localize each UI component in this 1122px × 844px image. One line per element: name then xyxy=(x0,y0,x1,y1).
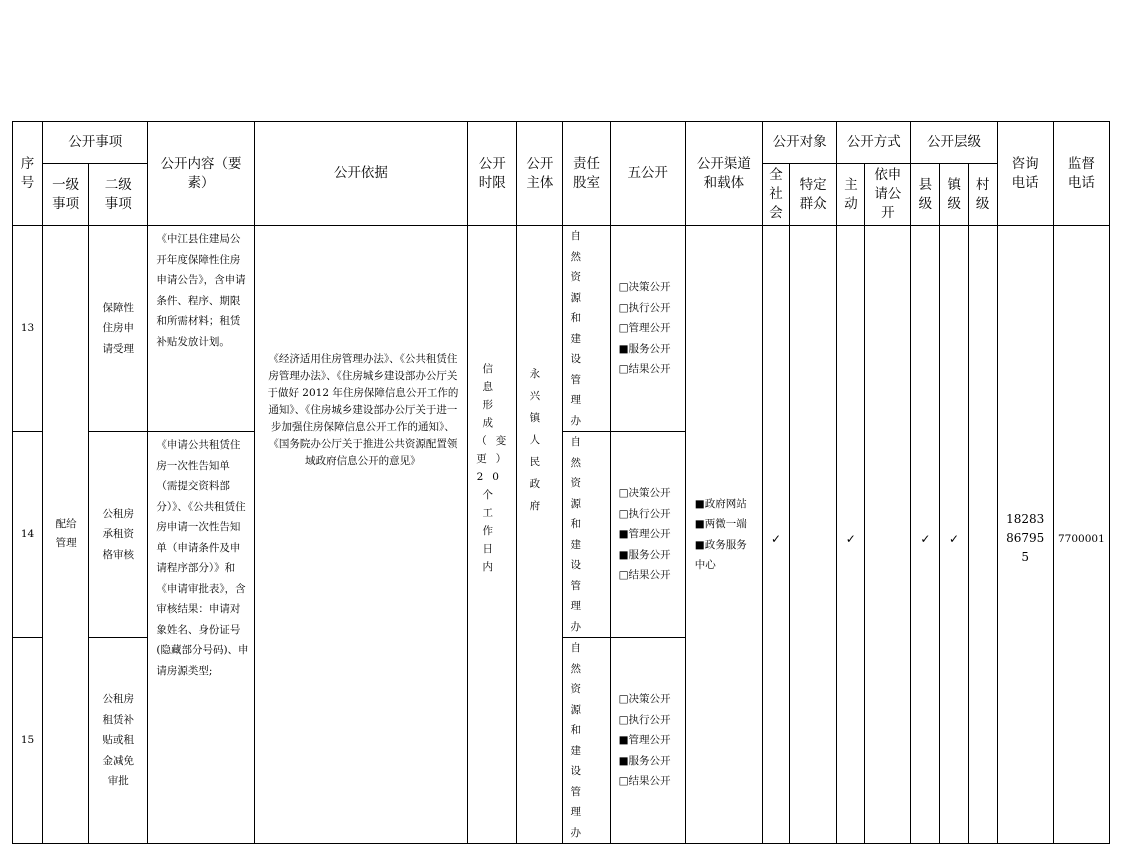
header-target-all: 全社会 xyxy=(763,164,790,226)
time-limit-cell xyxy=(468,226,517,844)
level2-text: 保障性住房申请受理 xyxy=(102,301,135,355)
method-active-check: ✓ xyxy=(837,226,865,844)
header-consult-phone: 咨询电话 xyxy=(997,122,1053,226)
basis-text: 《经济适用住房管理办法》、《公共租赁住房管理办法》、《住房城乡建设部办公厅关于做好 2012 年住房保障信息公开工作的通知》、《住房城乡建设部办公厅关于进一步加强住房保障信息公开工作的通知》、《国务院办公厅关于推进公共资源配置领域政府信息公开的意见》 xyxy=(267,353,459,467)
level2-text: 公租房承租资格审核 xyxy=(102,507,135,561)
level2-cell xyxy=(89,226,148,432)
five-open-cell xyxy=(610,226,685,432)
target-specific-cell xyxy=(790,226,837,844)
five-execution: □执行公开 xyxy=(618,301,671,314)
header-level-group: 公开层级 xyxy=(911,122,997,164)
subject-cell xyxy=(517,226,563,844)
five-management: □管理公开 xyxy=(618,322,671,335)
dept-text: 自然资源和建设管理办 xyxy=(570,642,592,839)
header-five-open: 五公开 xyxy=(610,122,685,226)
five-result: □结果公开 xyxy=(618,363,671,376)
header-seq: 序号 xyxy=(13,122,43,226)
five-decision: □决策公开 xyxy=(618,487,671,500)
level1-cell xyxy=(43,226,89,844)
row-seq: 14 xyxy=(13,432,43,638)
header-target-specific: 特定群众 xyxy=(790,164,837,226)
content-cell: 《申请公共租赁住房一次性告知单（需提交资料部分）》、《公共租赁住房申请一次性告知单（申请条件及申请程序部分）》和《申请审批表》，含审核结果：申请对象姓名、身份证号(隐藏部分号码)、申请房源类型; xyxy=(148,432,254,844)
supervise-phone: 7700001 xyxy=(1053,226,1109,844)
header-supervise-phone: 监督电话 xyxy=(1053,122,1109,226)
five-open-cell xyxy=(610,638,685,844)
target-all-check: ✓ xyxy=(763,226,790,844)
table-row xyxy=(13,226,1110,432)
header-content: 公开内容（要素） xyxy=(148,122,254,226)
five-service: ■服务公开 xyxy=(618,754,671,767)
channel-cell xyxy=(685,226,762,844)
level1-text: 配给管理 xyxy=(55,518,77,550)
level2-text: 公租房租赁补贴或租金减免审批 xyxy=(102,693,135,788)
five-management: ■管理公开 xyxy=(618,528,671,541)
five-result: □结果公开 xyxy=(618,775,671,788)
header-level2: 二级事项 xyxy=(89,164,148,226)
content-cell: 《中江县住建局公开年度保障性住房申请公告》，含申请条件、程序、期限和所需材料；租赁补贴发放计划。 xyxy=(148,226,254,432)
header-basis: 公开依据 xyxy=(254,122,468,226)
five-management: ■管理公开 xyxy=(618,734,671,747)
header-level-village: 村级 xyxy=(968,164,997,226)
header-time-limit: 公开时限 xyxy=(468,122,517,226)
channel-wechat-weibo: ■两微一端 xyxy=(694,518,747,530)
level2-cell xyxy=(89,432,148,638)
time-limit-text: 信息形成（变更）20个工作日内 xyxy=(476,363,516,573)
channel-service-center: ■政务服务中心 xyxy=(694,538,747,571)
dept-cell xyxy=(563,432,610,638)
header-subject: 公开主体 xyxy=(517,122,563,226)
disclosure-table xyxy=(12,121,1110,844)
dept-cell xyxy=(563,638,610,844)
row-seq: 13 xyxy=(13,226,43,432)
header-level-county: 县级 xyxy=(911,164,940,226)
five-execution: □执行公开 xyxy=(618,507,671,520)
header-target-group: 公开对象 xyxy=(763,122,837,164)
level-county-check: ✓ xyxy=(911,226,940,844)
channel-website: ■政府网站 xyxy=(694,497,747,510)
five-decision: □决策公开 xyxy=(618,281,671,294)
dept-cell xyxy=(563,226,610,432)
subject-text: 永兴镇人民政府 xyxy=(529,368,551,512)
dept-text: 自然资源和建设管理办 xyxy=(570,230,592,427)
five-execution: □执行公开 xyxy=(618,713,671,726)
header-item-group: 公开事项 xyxy=(43,122,148,164)
header-level-town: 镇级 xyxy=(940,164,968,226)
basis-cell xyxy=(254,226,468,844)
dept-text: 自然资源和建设管理办 xyxy=(570,436,592,633)
header-level1: 一级事项 xyxy=(43,164,89,226)
consult-phone: 18283867955 xyxy=(997,226,1053,844)
header-method-request: 依申请公开 xyxy=(865,164,911,226)
five-result: □结果公开 xyxy=(618,569,671,582)
header-channel: 公开渠道和载体 xyxy=(685,122,762,226)
header-row-1 xyxy=(13,122,1110,164)
level-village-cell xyxy=(968,226,997,844)
header-dept: 责任股室 xyxy=(563,122,610,226)
header-method-active: 主动 xyxy=(837,164,865,226)
level2-cell xyxy=(89,638,148,844)
five-service: ■服务公开 xyxy=(618,548,671,561)
five-decision: □决策公开 xyxy=(618,693,671,706)
row-seq: 15 xyxy=(13,638,43,844)
header-method-group: 公开方式 xyxy=(837,122,911,164)
method-request-cell xyxy=(865,226,911,844)
five-open-cell xyxy=(610,432,685,638)
five-service: ■服务公开 xyxy=(618,342,671,355)
level-town-check: ✓ xyxy=(940,226,968,844)
